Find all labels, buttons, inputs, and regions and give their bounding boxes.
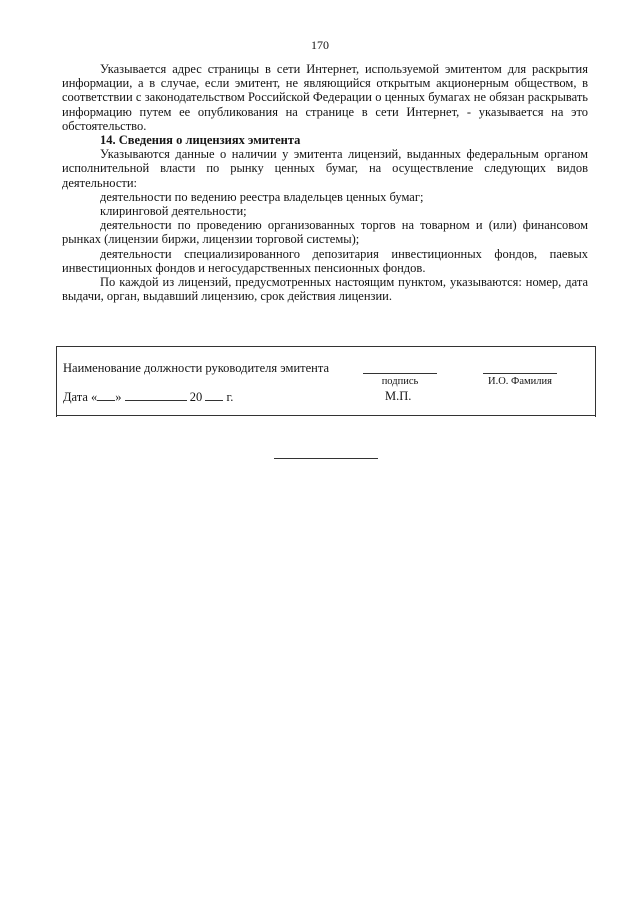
signature-line <box>363 373 437 374</box>
activity-item: деятельности по проведению организованных торгов на товарном и (или) финансовом рынках (лицензии биржи, лицензии торговой системы); <box>62 218 588 247</box>
licenses-intro-paragraph: Указываются данные о наличии у эмитента лицензий, выданных федеральным органом исполнительной власти по рынку ценных бумаг, на осуществление следующих видов деятельности: <box>62 147 588 190</box>
signature-block <box>56 346 596 417</box>
date-quote-close: » <box>115 390 122 404</box>
name-caption: И.О. Фамилия <box>488 376 552 387</box>
section-heading: 14. Сведения о лицензиях эмитента <box>100 133 301 148</box>
year-blank <box>205 389 223 401</box>
date-line <box>63 389 233 405</box>
closing-paragraph: По каждой из лицензий, предусмотренных настоящим пунктом, указываются: номер, дата выдачи, орган, выдавший лицензию, срок действия лицензии. <box>62 275 588 304</box>
month-blank <box>125 389 187 401</box>
intro-paragraph: Указывается адрес страницы в сети Интернет, используемой эмитентом для раскрытия информации, а в случае, если эмитент, не являющийся открытым акционерным обществом, в соответствии с законодательством Российской Федерации о ценных бумагах не обязан раскрывать информацию путем ее опубликования на странице в сети Интернет, - указывается на это обстоятельство. <box>62 62 588 133</box>
signature-caption: подпись <box>381 376 419 387</box>
page-number: 170 <box>311 38 329 52</box>
activity-item: клиринговой деятельности; <box>100 204 247 219</box>
signature-block-bottom-rule <box>56 415 596 416</box>
document-body <box>62 62 588 303</box>
activity-item: деятельности специализированного депозитария инвестиционных фондов, паевых инвестиционных фондов и негосударственных пенсионных фондов. <box>62 246 588 275</box>
year-prefix: 20 <box>189 390 203 404</box>
year-suffix: г. <box>226 390 234 404</box>
date-prefix: Дата « <box>63 390 98 404</box>
position-label: Наименование должности руководителя эмитента <box>63 361 330 375</box>
seal-label: М.П. <box>385 389 412 403</box>
name-line <box>483 373 557 374</box>
end-of-section-rule <box>274 458 378 459</box>
day-blank <box>97 389 115 401</box>
activity-item: деятельности по ведению реестра владельцев ценных бумаг; <box>100 189 424 204</box>
